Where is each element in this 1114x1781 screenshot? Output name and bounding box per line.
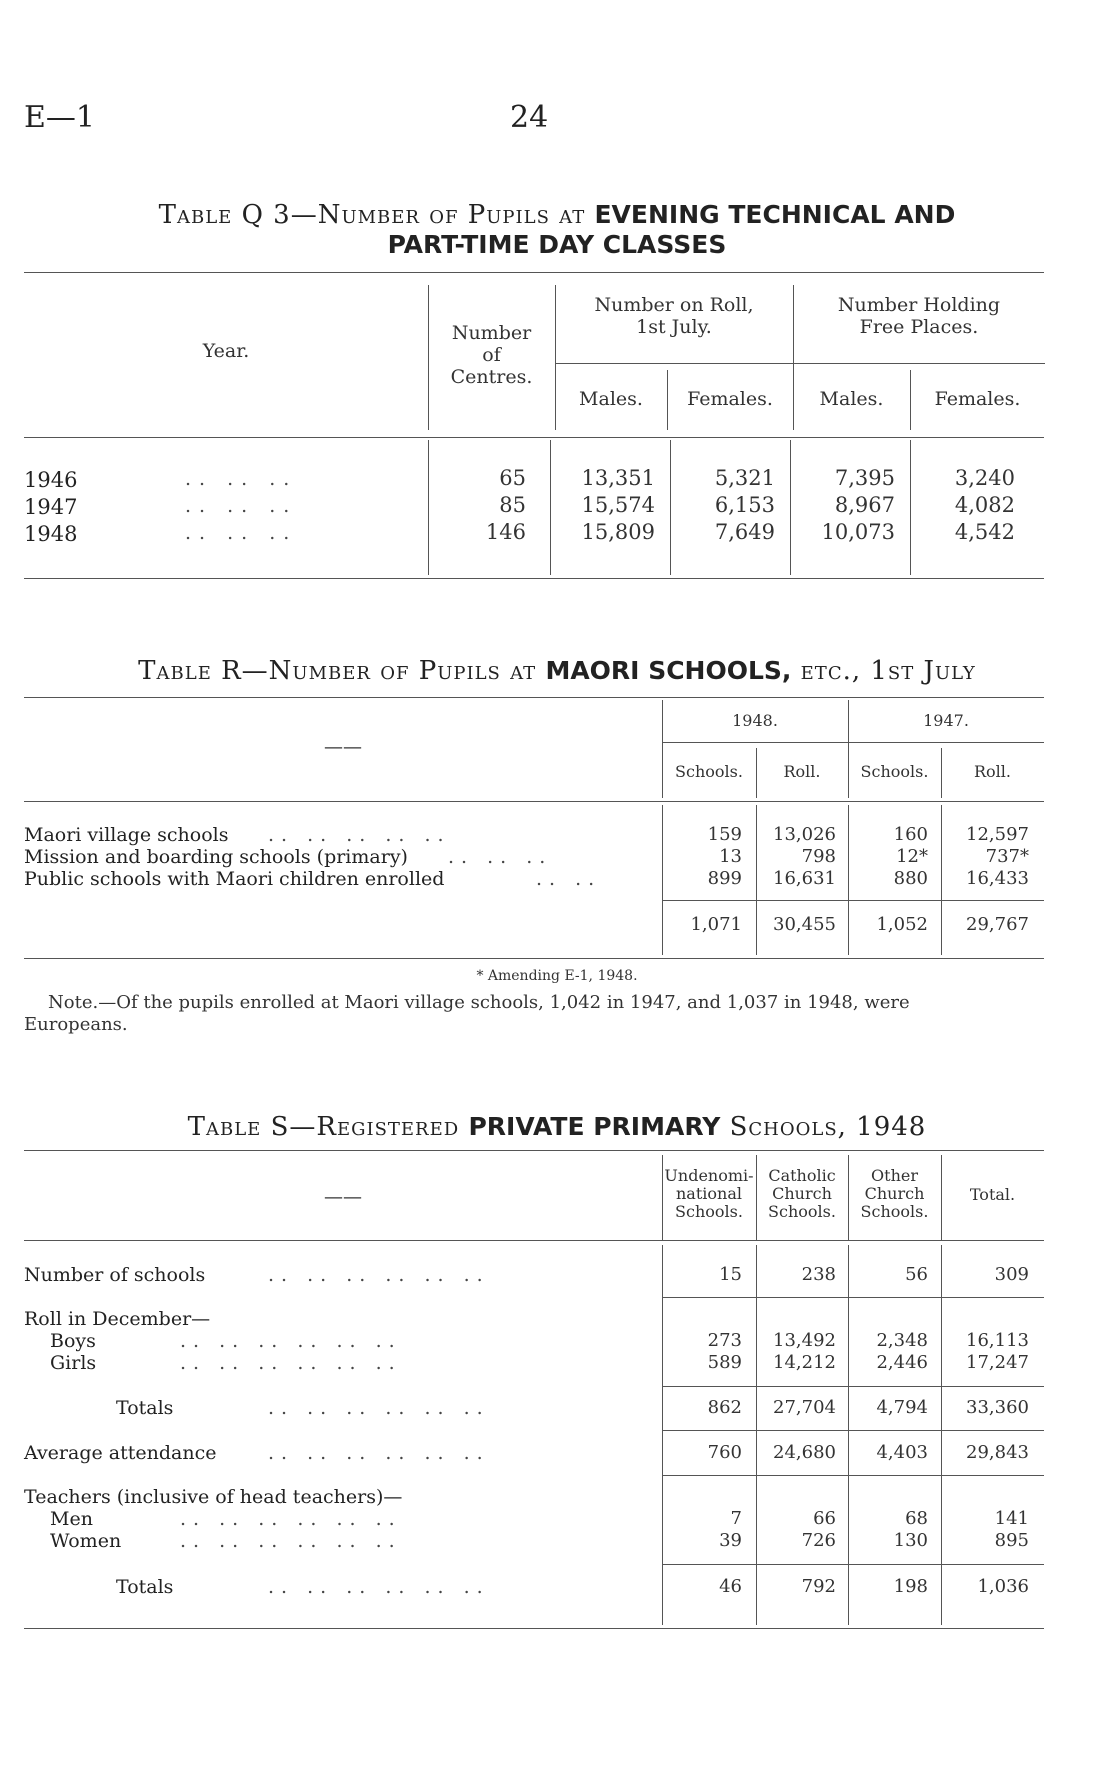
cell-free-males: 8,967: [834, 493, 895, 517]
col-header-other-church: Other Church Schools.: [860, 1166, 929, 1221]
cell-undenominational: 7: [730, 1508, 742, 1529]
cell-roll-1947: 737*: [985, 846, 1029, 867]
leader-dots: .. .. .. .. ..: [268, 824, 451, 846]
col-header-centres: Number of Centres.: [450, 322, 533, 388]
row-label: Men: [50, 1508, 93, 1530]
cell-centres: 146: [485, 520, 526, 544]
cell-undenominational: 39: [719, 1530, 742, 1551]
cell-catholic: 792: [801, 1576, 836, 1597]
cell-free-females: 4,082: [954, 493, 1015, 517]
row-year: 1947: [24, 495, 78, 519]
col-header-free-places: Number Holding Free Places.: [837, 294, 1001, 338]
cell-schools-1947: 12*: [896, 846, 928, 867]
leader-dots: .. .. ..: [448, 846, 553, 868]
stub-header-dash: ——: [324, 736, 362, 758]
col-header-total: Total.: [969, 1185, 1016, 1204]
cell-catholic: 238: [801, 1264, 836, 1285]
cell-catholic: 13,492: [773, 1330, 836, 1351]
leader-dots: .. .. .. .. .. ..: [180, 1530, 402, 1552]
table-r-title: Table R—Number of Pupils at MAORI SCHOOLS, etc., 1st July: [138, 656, 976, 686]
cell-roll-1948: 798: [801, 846, 836, 867]
cell-free-males: 7,395: [834, 466, 895, 490]
cell-catholic: 726: [801, 1530, 836, 1551]
cell-total: 16,113: [966, 1330, 1029, 1351]
cell-other-church: 2,348: [876, 1330, 928, 1351]
cell-catholic: 66: [813, 1508, 836, 1529]
total-schools-1948: 1,071: [690, 914, 742, 935]
cell-roll-females: 5,321: [714, 466, 775, 490]
row-label: Mission and boarding schools (primary): [24, 846, 408, 868]
total-roll-1948: 30,455: [773, 914, 836, 935]
cell-total: 309: [994, 1264, 1029, 1285]
row-year: 1946: [24, 468, 78, 492]
row-group-label: Roll in December—: [24, 1308, 211, 1330]
cell-free-females: 4,542: [954, 520, 1015, 544]
cell-roll-females: 7,649: [714, 520, 775, 544]
cell-other-church: 2,446: [876, 1352, 928, 1373]
cell-total: 895: [994, 1530, 1029, 1551]
cell-total: 29,843: [966, 1442, 1029, 1463]
sub-header-males-free: Males.: [819, 388, 884, 410]
cell-roll-females: 6,153: [714, 493, 775, 517]
row-label: Totals: [116, 1397, 174, 1419]
row-label: Average attendance: [24, 1442, 217, 1464]
cell-undenominational: 760: [707, 1442, 742, 1463]
cell-roll-males: 15,809: [581, 520, 655, 544]
cell-total: 17,247: [966, 1352, 1029, 1373]
leader-dots: .. .. ..: [185, 468, 298, 490]
cell-other-church: 130: [893, 1530, 928, 1551]
sub-header-females-roll: Females.: [687, 388, 773, 410]
col-header-catholic: Catholic Church Schools.: [768, 1166, 836, 1221]
col-header-roll: Number on Roll, 1st July.: [594, 294, 754, 338]
sub-header-schools-1948: Schools.: [675, 762, 743, 781]
total-roll-1947: 29,767: [966, 914, 1029, 935]
sub-header-roll-1947: Roll.: [974, 762, 1011, 781]
cell-roll-males: 13,351: [581, 466, 655, 490]
cell-roll-1948: 16,631: [773, 868, 836, 889]
cell-other-church: 4,794: [876, 1397, 928, 1418]
row-label: Girls: [50, 1352, 97, 1374]
stub-header-dash: ——: [324, 1186, 362, 1208]
cell-catholic: 14,212: [773, 1352, 836, 1373]
cell-undenominational: 46: [719, 1576, 742, 1597]
cell-undenominational: 589: [707, 1352, 742, 1373]
footnote: * Amending E-1, 1948.: [476, 968, 638, 984]
cell-roll-1948: 13,026: [773, 824, 836, 845]
leader-dots: .. .. .. .. .. ..: [268, 1442, 490, 1464]
cell-roll-1947: 16,433: [966, 868, 1029, 889]
row-label: Number of schools: [24, 1264, 206, 1286]
table-q3-title: Table Q 3—Number of Pupils at EVENING TECHNICAL AND: [158, 200, 956, 230]
cell-centres: 85: [499, 493, 526, 517]
row-label: Totals: [116, 1576, 174, 1598]
cell-total: 33,360: [966, 1397, 1029, 1418]
cell-undenominational: 15: [719, 1264, 742, 1285]
col-header-1948: 1948.: [732, 711, 778, 730]
sub-header-schools-1947: Schools.: [860, 762, 929, 781]
cell-schools-1947: 160: [893, 824, 928, 845]
table-s-title: Table S—Registered PRIVATE PRIMARY Schools, 1948: [187, 1112, 927, 1142]
sub-header-males-roll: Males.: [579, 388, 643, 410]
cell-free-females: 3,240: [954, 466, 1015, 490]
leader-dots: .. .. .. .. .. ..: [268, 1397, 490, 1419]
leader-dots: .. .. .. .. .. ..: [180, 1352, 402, 1374]
cell-other-church: 198: [893, 1576, 928, 1597]
leader-dots: .. .. .. .. .. ..: [268, 1576, 490, 1598]
page-number: 24: [510, 100, 549, 135]
cell-other-church: 56: [905, 1264, 928, 1285]
cell-total: 141: [994, 1508, 1029, 1529]
total-schools-1947: 1,052: [876, 914, 928, 935]
sub-header-roll-1948: Roll.: [783, 762, 821, 781]
row-label: Women: [50, 1530, 122, 1552]
cell-schools-1947: 880: [893, 868, 928, 889]
table-q3-title-line2: PART-TIME DAY CLASSES: [387, 230, 727, 259]
cell-undenominational: 862: [707, 1397, 742, 1418]
row-label: Boys: [50, 1330, 96, 1352]
cell-centres: 65: [499, 466, 526, 490]
section-code: E—1: [24, 100, 95, 135]
cell-schools-1948: 13: [719, 846, 742, 867]
row-label: Maori village schools: [24, 824, 229, 846]
leader-dots: .. .. .. .. .. ..: [180, 1330, 402, 1352]
cell-free-males: 10,073: [821, 520, 895, 544]
row-year: 1948: [24, 522, 78, 546]
cell-other-church: 68: [905, 1508, 928, 1529]
note-line-2: Europeans.: [24, 1014, 128, 1035]
leader-dots: .. .. .. .. .. ..: [268, 1264, 490, 1286]
col-header-1947: 1947.: [923, 711, 969, 730]
sub-header-females-free: Females.: [934, 388, 1021, 410]
row-label: Public schools with Maori children enrolled: [24, 868, 445, 890]
leader-dots: .. .. ..: [185, 495, 298, 517]
col-header-undenominational: Undenomi- national Schools.: [664, 1166, 754, 1221]
cell-schools-1948: 159: [707, 824, 742, 845]
cell-other-church: 4,403: [876, 1442, 928, 1463]
leader-dots: .. ..: [536, 868, 602, 890]
leader-dots: .. .. .. .. .. ..: [180, 1508, 402, 1530]
cell-catholic: 27,704: [773, 1397, 836, 1418]
cell-catholic: 24,680: [773, 1442, 836, 1463]
cell-total: 1,036: [977, 1576, 1029, 1597]
row-group-label: Teachers (inclusive of head teachers)—: [24, 1486, 403, 1508]
cell-roll-1947: 12,597: [966, 824, 1029, 845]
cell-undenominational: 273: [707, 1330, 742, 1351]
cell-roll-males: 15,574: [581, 493, 655, 517]
note-line-1: Note.—Of the pupils enrolled at Maori village schools, 1,042 in 1947, and 1,037 in 1948, were: [48, 992, 910, 1013]
cell-schools-1948: 899: [707, 868, 742, 889]
col-header-year: Year.: [202, 340, 250, 362]
leader-dots: .. .. ..: [185, 522, 298, 544]
